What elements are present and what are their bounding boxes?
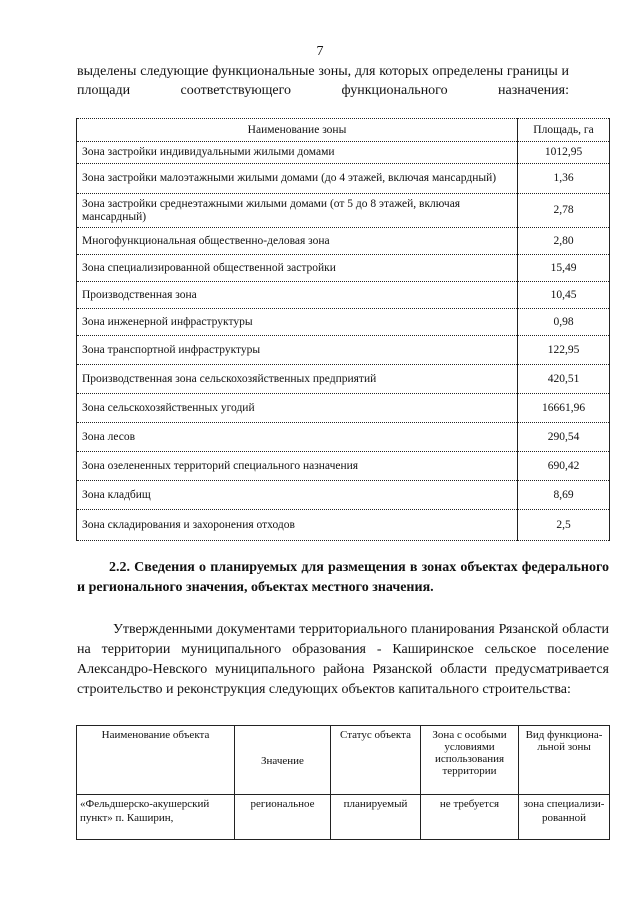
zone-name: Многофункциональная общественно-деловая зона <box>77 228 518 255</box>
table-row <box>77 481 610 510</box>
column-header-object-name: Наименование объекта <box>77 726 235 795</box>
table-row <box>77 142 610 164</box>
zone-name: Зона специализированной общественной застройки <box>77 255 518 282</box>
table-header-row <box>77 726 610 795</box>
object-name: «Фельдшерско-акушерский пункт» п. Каширин, <box>77 795 235 840</box>
zone-area: 290,54 <box>518 423 610 452</box>
column-header-significance: Значение <box>235 726 331 795</box>
zone-area: 16661,96 <box>518 394 610 423</box>
zone-name: Зона складирования и захоронения отходов <box>77 510 518 541</box>
zone-area: 2,78 <box>518 194 610 228</box>
table-row <box>77 394 610 423</box>
zone-name: Производственная зона <box>77 282 518 309</box>
zone-name: Производственная зона сельскохозяйственных предприятий <box>77 365 518 394</box>
functional-zones-table <box>76 118 610 541</box>
object-significance: региональное <box>235 795 331 840</box>
table-row <box>77 164 610 194</box>
object-status: планируемый <box>331 795 421 840</box>
zone-area: 420,51 <box>518 365 610 394</box>
zone-area: 122,95 <box>518 336 610 365</box>
section-heading: 2.2. Сведения о планируемых для размещения в зонах объектах федерального и регионального значения, объектах местного значения. <box>77 560 609 595</box>
body-paragraph: Утвержденными документами территориального планирования Рязанской области на территории муниципального образования - Каширинское сельское поселение Александро-Невского муниципального района Рязанской области предусматривается строительство и реконструкция следующих объектов капитального строительства: <box>77 622 609 697</box>
zone-name: Зона транспортной инфраструктуры <box>77 336 518 365</box>
zone-area: 10,45 <box>518 282 610 309</box>
planned-objects-table <box>76 725 610 840</box>
zone-area: 2,80 <box>518 228 610 255</box>
table-row <box>77 336 610 365</box>
object-zone-conditions: не требуется <box>421 795 519 840</box>
table-row <box>77 795 610 840</box>
column-header-status: Статус объекта <box>331 726 421 795</box>
column-header-area: Площадь, га <box>518 119 610 142</box>
table-row <box>77 282 610 309</box>
table-row <box>77 194 610 228</box>
intro-paragraph: выделены следующие функциональные зоны, для которых определены границы и площади соответствующего функционального назначения: <box>77 64 569 98</box>
zone-area: 1012,95 <box>518 142 610 164</box>
table-row <box>77 309 610 336</box>
zone-name: Зона застройки малоэтажными жилыми домами (до 4 этажей, включая мансардный) <box>77 164 518 194</box>
zone-area: 0,98 <box>518 309 610 336</box>
table-row <box>77 510 610 541</box>
zone-area: 15,49 <box>518 255 610 282</box>
zone-area: 690,42 <box>518 452 610 481</box>
zone-area: 1,36 <box>518 164 610 194</box>
table-row <box>77 255 610 282</box>
zone-name: Зона инженерной инфраструктуры <box>77 309 518 336</box>
column-header-zone-conditions: Зона с особыми условиями использования территории <box>421 726 519 795</box>
zone-name: Зона лесов <box>77 423 518 452</box>
zone-name: Зона озелененных территорий специального назначения <box>77 452 518 481</box>
zone-name: Зона застройки среднеэтажными жилыми домами (от 5 до 8 этажей, включая мансардный) <box>77 194 518 228</box>
zone-area: 8,69 <box>518 481 610 510</box>
page-number: 7 <box>316 44 324 59</box>
table-row <box>77 423 610 452</box>
object-function-zone: зона специализи-рованной <box>519 795 610 840</box>
table-row <box>77 365 610 394</box>
zone-name: Зона застройки индивидуальными жилыми домами <box>77 142 518 164</box>
column-header-function-zone: Вид функциона-льной зоны <box>519 726 610 795</box>
column-header-zone-name: Наименование зоны <box>77 119 518 142</box>
zone-name: Зона сельскохозяйственных угодий <box>77 394 518 423</box>
table-row <box>77 452 610 481</box>
table-row <box>77 228 610 255</box>
table-header-row <box>77 119 610 142</box>
zone-area: 2,5 <box>518 510 610 541</box>
zone-name: Зона кладбищ <box>77 481 518 510</box>
